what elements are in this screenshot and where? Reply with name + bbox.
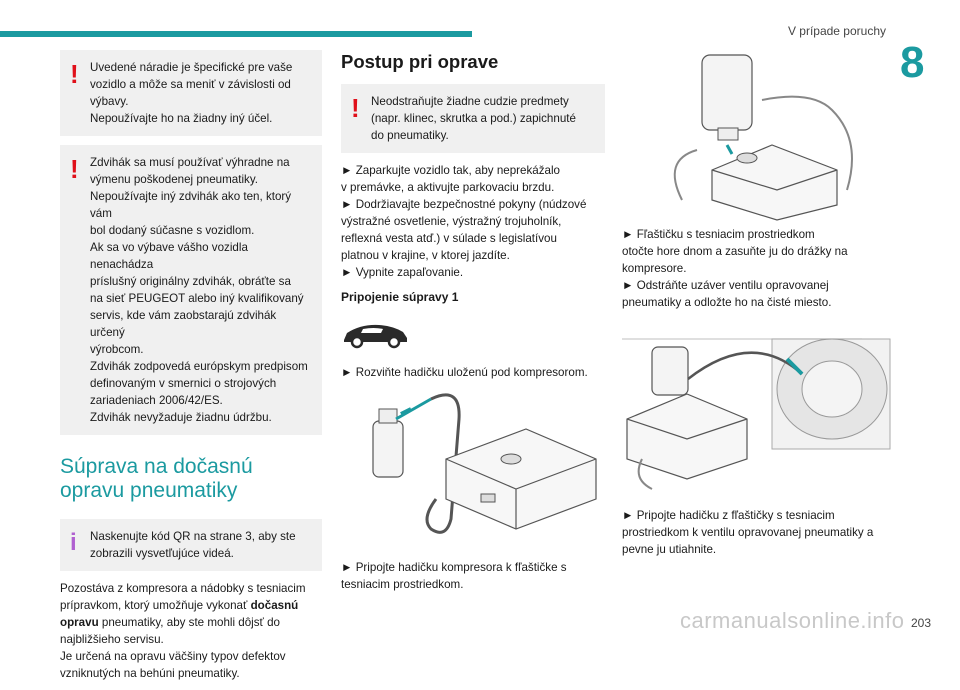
exclamation-icon: !	[70, 59, 79, 89]
procedure-title: Postup pri oprave	[341, 51, 499, 72]
kit-connection-subtitle: Pripojenie súpravy 1	[341, 290, 459, 304]
warning-text: Uvedené náradie je špecifické pre vaše vozidlo a môže sa meniť v závislosti od výbavy. Nepoužívajte ho na žiadny iný účel.	[90, 61, 293, 125]
header-accent-bar	[0, 31, 472, 37]
bottle-insert-illustration	[622, 50, 890, 220]
watermark: carmanualsonline.info	[680, 608, 905, 633]
kit-description: Pozostáva z kompresora a nádobky s tesniacim prípravkom, ktorý umožňuje vykonať dočasnú opravu pneumatiky, aby ste mohli dôjsť do najbližšieho servisu. Je určená na opravu väčšiny typov defektov vzniknutých na behúni pneumatiky.	[60, 582, 306, 680]
valve-connection-illustration	[622, 319, 890, 499]
step-connect-hose: ► Pripojte hadičku kompresora k fľaštičke s tesniacim prostriedkom.	[341, 561, 567, 591]
column-left	[60, 50, 322, 690]
warning-text: Zdvihák sa musí používať výhradne na výmenu poškodenej pneumatiky. Nepoužívajte iný zdvihák ako ten, ktorý vám bol dodaný súčasne s vozidlom. Ak sa vo výbave vášho vozidla nenachádza príslušný originálny zdvihák, obráťte sa na sieť PEUGEOT alebo iný kvalifikovaný servis, kde vám zaobstarajú zdvihák určený výrobcom. Zdvihák zodpovedá európskym predpisom definovaným v smernici o strojových zariadeniach 2006/42/ES. Zdvihák nevyžaduje žiadnu údržbu.	[90, 156, 308, 424]
exclamation-icon: !	[70, 154, 79, 184]
step-turn-bottle: ► Fľaštičku s tesniacim prostriedkom otočte hore dnom a zasuňte ju do drážky na kompresore. ► Odstráňte uzáver ventilu opravovanej pneumatiky a odložte ho na čisté miesto.	[622, 228, 848, 309]
procedure-steps: ► Zaparkujte vozidlo tak, aby neprekážalo v premávke, a aktivujte parkovaciu brzdu. ► Dodržiavajte bezpečnostné pokyny (núdzové výstražné osvetlenie, výstražný trojuholník, reflexná vesta atď.) v súlade s legislatívou platnou v krajine, v ktorej jazdíte. ► Vypnite zapaľovanie.	[341, 164, 587, 279]
chapter-title: V prípade poruchy	[787, 24, 886, 38]
column-right	[622, 50, 890, 566]
warning-box-jack	[60, 145, 322, 435]
warning-box-tools	[60, 50, 322, 136]
step-attach-valve: ► Pripojte hadičku z fľaštičky s tesniacim prostriedkom k ventilu opravovanej pneumatiky a pevne ju utiahnite.	[622, 509, 874, 556]
warning-text: Neodstraňujte žiadne cudzie predmety (napr. klinec, skrutka a pod.) zapichnuté do pneumatiky.	[371, 95, 576, 142]
section-title: Súprava na dočasnú opravu pneumatiky	[60, 455, 253, 502]
info-box-qr	[60, 519, 322, 571]
exclamation-icon: !	[351, 93, 360, 123]
car-silhouette-icon	[341, 316, 411, 350]
page-number: 203	[911, 616, 932, 630]
step-unroll-hose: ► Rozviňte hadičku uloženú pod kompresorom.	[341, 366, 588, 379]
info-icon: i	[70, 529, 77, 556]
warning-box-foreign-objects	[341, 84, 605, 153]
column-middle	[341, 50, 605, 601]
chapter-number: 8	[900, 38, 925, 87]
compressor-hose-illustration	[341, 389, 605, 549]
info-text: Naskenujte kód QR na strane 3, aby ste zobrazili vysvetľujúce videá.	[90, 530, 296, 560]
